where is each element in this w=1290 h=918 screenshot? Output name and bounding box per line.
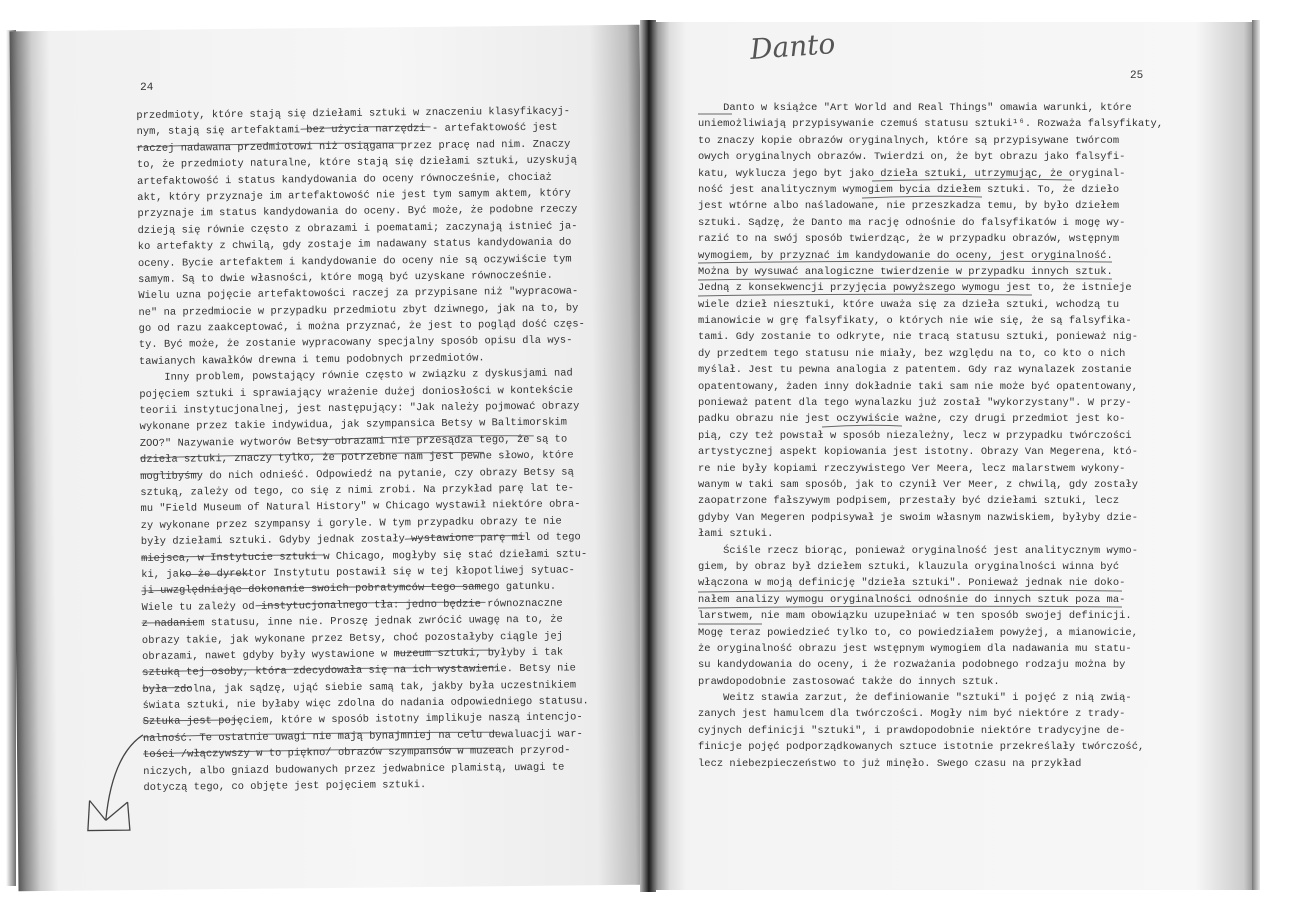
right-page-text-line: padku obrazu nie jest oczywiście ważne, czy drugi przedmiot jest ko- bbox=[698, 413, 1126, 426]
right-page-text-line: Można by wysuwać analogiczne twierdzenie w przypadku innych sztuk. bbox=[698, 265, 1113, 278]
right-page-text-line: zanych jest hamulcem dla twórczości. Mogły nim być niektóre z trady- bbox=[698, 708, 1126, 721]
right-page-text-line: artystycznej aspekt kopiowania jest istotny. Obrazy Van Megerena, któ- bbox=[698, 446, 1138, 459]
handwritten-note: Danto bbox=[748, 27, 837, 66]
right-page-text-line: Weitz stawia zarzut, że definiowanie "sztuki" i pojęć z nią zwią- bbox=[698, 692, 1132, 705]
right-page-text-line: Danto w książce "Art World and Real Things" omawia warunki, które bbox=[698, 102, 1132, 114]
left-page-text-line: przyznaje im status kandydowania do oceny. Być może, że podobne rzeczy bbox=[137, 203, 578, 221]
left-page-text-line: nalność. Te ostatnie uwagi nie mają bynajmniej na celu dewaluacji war- bbox=[142, 728, 583, 745]
left-page-text-line: z nadaniem statusu, inne nie. Proszę jednak zwrócić uwagę na to, że bbox=[141, 613, 563, 631]
left-page-text-line: miejsca, w Instytucie sztuki w Chicago, mogłyby się stać dziełami sztu- bbox=[140, 547, 588, 565]
left-page-text-line: przedmioty, które stają się dziełami sztuki w znaczeniu klasyfikacyj- bbox=[136, 105, 571, 122]
right-page-text-line: prawdopodobnie zastosować także do innych sztuk. bbox=[698, 675, 1000, 688]
left-page-text-line: ty. Być może, że zostanie wypracowany specjalny sposób opisu dla wys- bbox=[138, 334, 573, 352]
pen-margin-arrow bbox=[87, 735, 144, 831]
left-page-text-line: zy wykonane przez szympansy i goryle. W tym przypadku obrazy te nie bbox=[140, 515, 562, 532]
right-page-text-line: łami sztuki. bbox=[698, 528, 774, 541]
left-page-text-line: mu "Field Museum of Natural History" w Chicago wystawił niektóre obra- bbox=[140, 498, 581, 516]
left-page-text-line: sztuką tej osoby, która zdecydowała się na ich wystawienie. Betsy nie bbox=[142, 662, 576, 680]
left-page-text-line: Wielu uzna pojęcie artefaktowości raczej za przypisane niż "wypracowa- bbox=[138, 285, 579, 303]
right-page-text-line: lecz niebezpieczeństwo to już minęło. Swego czasu na przykład bbox=[698, 757, 1082, 770]
right-page-text-line: ponieważ patent dla tego wynalazku już został "wykorzystany". W przy- bbox=[698, 397, 1132, 410]
left-page-text-line: wykonane przez takie indywidua, jak szympansica Betsy w Baltimorskim bbox=[139, 416, 568, 434]
page-number-right: 25 bbox=[1130, 70, 1144, 82]
right-page-text-line: cyjnych definicji "sztuki", i prawdopodobnie niektóre tradycyjne de- bbox=[698, 724, 1126, 737]
left-page-text-line: były dziełami sztuki. Gdyby jednak zostały wystawione parę mil od tego bbox=[140, 531, 581, 549]
right-page-text-line: owych oryginalnych obrazów. Twierdzi on, że byt obrazu jako falsyfi- bbox=[698, 151, 1126, 164]
left-page-text-line: oceny. Bycie artefaktem i kandydowanie do oceny nie są oczywiście tym bbox=[137, 252, 572, 270]
left-page-text-line: świata sztuki, nie byłaby więc zdolna do nadania odpowiedniego statusu. bbox=[142, 695, 589, 713]
left-page-text-line: niczych, albo gniazd budowanych przez jedwabnice plamistą, uwagi te bbox=[143, 761, 565, 778]
right-page-text-line: Jedną z konsekwencji przyjęcia powyższego wymogu jest to, że istnieje bbox=[698, 282, 1132, 295]
right-page-text-line: że oryginalność obrazu jest wstępnym wymogiem dla nadawania mu statu- bbox=[698, 642, 1132, 655]
right-page-text-line: wymogiem, by przyznać im kandydowanie do oceny, jest oryginalność. bbox=[698, 249, 1113, 262]
right-page-text-line: pią, czy też powstał w sposób niezależny, lecz w przypadku twórczości bbox=[698, 429, 1132, 442]
left-page-text-line: nym, stają się artefaktami bez użycia narzędzi - artefaktowość jest bbox=[136, 121, 558, 139]
left-page-text-line: ne" na przedmiocie w przypadku przedmiotu zbyt dziwnego, jak na to, by bbox=[138, 302, 579, 319]
left-page-text-line: samym. Są to dwie własności, które mogą być uzyskane równocześnie. bbox=[138, 269, 554, 286]
right-page-text-line: ność jest analitycznym wymogiem bycia dziełem sztuki. To, że dzieło bbox=[698, 183, 1120, 196]
left-page-text-line: ZOO?" Nazywanie wytworów Betsy obrazami nie przesądza tego, że są to bbox=[139, 433, 568, 450]
right-page-pencil-marks bbox=[652, 22, 1256, 890]
left-page-text-line: ko artefakty z chwilą, gdy zostaje im nadawany status kandydowania do bbox=[137, 236, 572, 254]
left-page-text-line: to, że przedmioty naturalne, które stają się dziełami sztuki, uzyskują bbox=[136, 154, 577, 172]
left-page-pencil-marks bbox=[10, 25, 649, 892]
right-page-text-line: wiele dzieł niesztuki, które uważa się za dzieła sztuki, wchodzą tu bbox=[698, 298, 1120, 311]
left-page-text-line: Sztuka jest pojęciem, które w sposób istotny implikuje naszą intencjo- bbox=[142, 711, 583, 729]
right-page-text-line: giem, by obraz był dziełem sztuki, klauzula oryginalności winna być bbox=[698, 560, 1120, 573]
right-page-text-line: Ściśle rzecz biorąc, ponieważ oryginalność jest analitycznym wymo- bbox=[698, 544, 1138, 557]
left-page-text-line: tości /włączywszy w to piękno/ obrazów szympansów w muzeach przyrod- bbox=[143, 744, 571, 762]
left-page-text-line: była zdolna, jak sądzę, ująć siebie samą tak, jakby była uczestnikiem bbox=[142, 679, 577, 696]
left-page bbox=[10, 25, 649, 892]
right-page-text-line: Mogę teraz powiedzieć tylko to, co powiedziałem powyżej, a mianowicie, bbox=[698, 626, 1138, 639]
left-page-text-line: artefaktowość i status kandydowania do oceny równocześnie, chociaż bbox=[137, 171, 552, 188]
right-page-text-line: katu, wyklucza jego byt jako dzieła sztuki, utrzymując, że oryginal- bbox=[698, 167, 1126, 180]
left-page-text-line: pojęciem sztuki i sprawiający wrażenie dużej doniosłości w kontekście bbox=[139, 384, 574, 401]
right-page-text-line: opatentowany, żaden inny dokładnie taki sam nie może być opatentowany, bbox=[698, 380, 1138, 393]
right-page bbox=[652, 22, 1256, 890]
right-page-text-line: tami. Gdy zostanie to odkryte, nie tracą statusu sztuki, ponieważ nig- bbox=[698, 331, 1138, 344]
right-page-text-line: nałem analizy wymogu oryginalności odnośnie do innych sztuk poza ma- bbox=[698, 593, 1126, 606]
right-page-text-line: to znaczy kopie obrazów oryginalnych, które są przypisywane twórcom bbox=[698, 134, 1120, 147]
right-page-text-line: myślał. Jest tu pewna analogia z patentem. Gdy raz wynalazek zostanie bbox=[698, 364, 1132, 377]
left-page-text-line: obrazami, nawet gdyby były wystawione w muzeum sztuki, byłyby i tak bbox=[142, 646, 564, 663]
right-page-text-line: uniemożliwiają przypisywanie czemuś statusu sztuki¹⁶. Rozważa falsyfikaty, bbox=[698, 118, 1164, 131]
left-page-text-line: ki, jako że dyrektor Instytutu postawił się w tej kłopotliwej sytuac- bbox=[141, 564, 575, 581]
right-page-text-line: dy przedtem tego statusu nie miały, bez względu na to, co kto o nich bbox=[698, 347, 1126, 360]
right-page-text-line: finicje pojęć podporządkowanych sztuce istotnie przekreślały twórczość, bbox=[698, 741, 1145, 754]
left-page-text-line: dotyczą tego, co objęte jest pojęciem sztuki. bbox=[143, 779, 427, 794]
left-page-text-line: ji uwzględniając dokonanie swoich pobratymców tego samego gatunku. bbox=[141, 580, 557, 598]
right-page-text-line: sztuki. Sądzę, że Danto ma rację odnośnie do falsyfikatów i mogę wy- bbox=[698, 216, 1126, 229]
right-page-text-line: su kandydowania do oceny, i że rozważania podobnego rodzaju można by bbox=[698, 659, 1126, 672]
left-page-text-line: Inny problem, powstający równie często w związku z dyskusjami nad bbox=[139, 367, 573, 385]
right-page-text-line: re nie były kopiami rzeczywistego Ver Meera, lecz malarstwem wykony- bbox=[698, 462, 1126, 475]
right-page-text-line: razić to na swój sposób twierdząc, że w przypadku obrazów, wstępnym bbox=[698, 233, 1120, 246]
pen-underline-marks bbox=[137, 125, 538, 754]
left-page-text-line: sztuką, zależy od tego, co się z nimi zrobi. Na przykład parę lat te- bbox=[140, 482, 575, 499]
left-page-text-line: dzieła sztuki, znaczy tylko, że potrzebne nam jest pewne słowo, które bbox=[139, 449, 574, 467]
page-number-left: 24 bbox=[140, 81, 154, 94]
right-page-text-line: włączona w moją definicję "dzieła sztuki". Ponieważ jednak nie doko- bbox=[698, 577, 1126, 590]
left-page-text-line: moglibyśmy do nich odnieść. Odpowiedź na pytanie, czy obrazy Betsy są bbox=[140, 466, 574, 483]
left-page-text-line: raczej nadawana przedmiotowi niż osiągana przez pracę nad nim. Znaczy bbox=[136, 138, 571, 155]
right-page-text-line: zaopatrzone fałszywym podpisem, przestały być dziełami sztuki, lecz bbox=[698, 495, 1120, 508]
right-page-text-line: larstwem, nie mam obowiązku uzupełniać w ten sposób swojej definicji. bbox=[698, 610, 1132, 623]
left-page-text-line: tawianych kawałków drewna i temu podobnych przedmiotów. bbox=[138, 352, 485, 368]
left-page-text-line: obrazy takie, jak wykonane przez Betsy, choć pozostałyby ciągle jej bbox=[141, 630, 564, 647]
right-page-text-line: gdyby Van Megeren podpisywał je swoim własnym nazwiskiem, byłyby dzie- bbox=[698, 511, 1138, 524]
right-page-text-line: mianowicie w grę falsyfikaty, o których nie wie się, że są falsyfika- bbox=[698, 315, 1132, 328]
left-page-text-line: go od razu zaakceptować, i można przyznać, że jest to pogląd dość częs- bbox=[138, 318, 585, 336]
left-page-text-line: Wiele tu zależy od instytucjonalnego tła: jedno będzie równoznaczne bbox=[141, 597, 563, 614]
right-page-text-line: jest wtórne albo naśladowane, nie przeszkadza temu, by było dziełem bbox=[698, 200, 1120, 213]
right-page-text-line: wanym w taki sam sposób, jak to czynił Ver Meer, z chwilą, gdy zostały bbox=[698, 478, 1138, 491]
scan-right-edge bbox=[1252, 20, 1260, 890]
left-page-text-line: dzieją się równie często z obrazami i poematami; zaczynają istnieć ja- bbox=[137, 220, 578, 237]
left-page-text-line: teorii instytucjonalnej, jest następujący: "Jak należy pojmować obrazy bbox=[139, 400, 580, 418]
left-page-text-line: akt, który przyznaje im artefaktowość nie jest tym samym aktem, który bbox=[137, 187, 572, 204]
pen-underline-marks bbox=[698, 114, 1122, 624]
